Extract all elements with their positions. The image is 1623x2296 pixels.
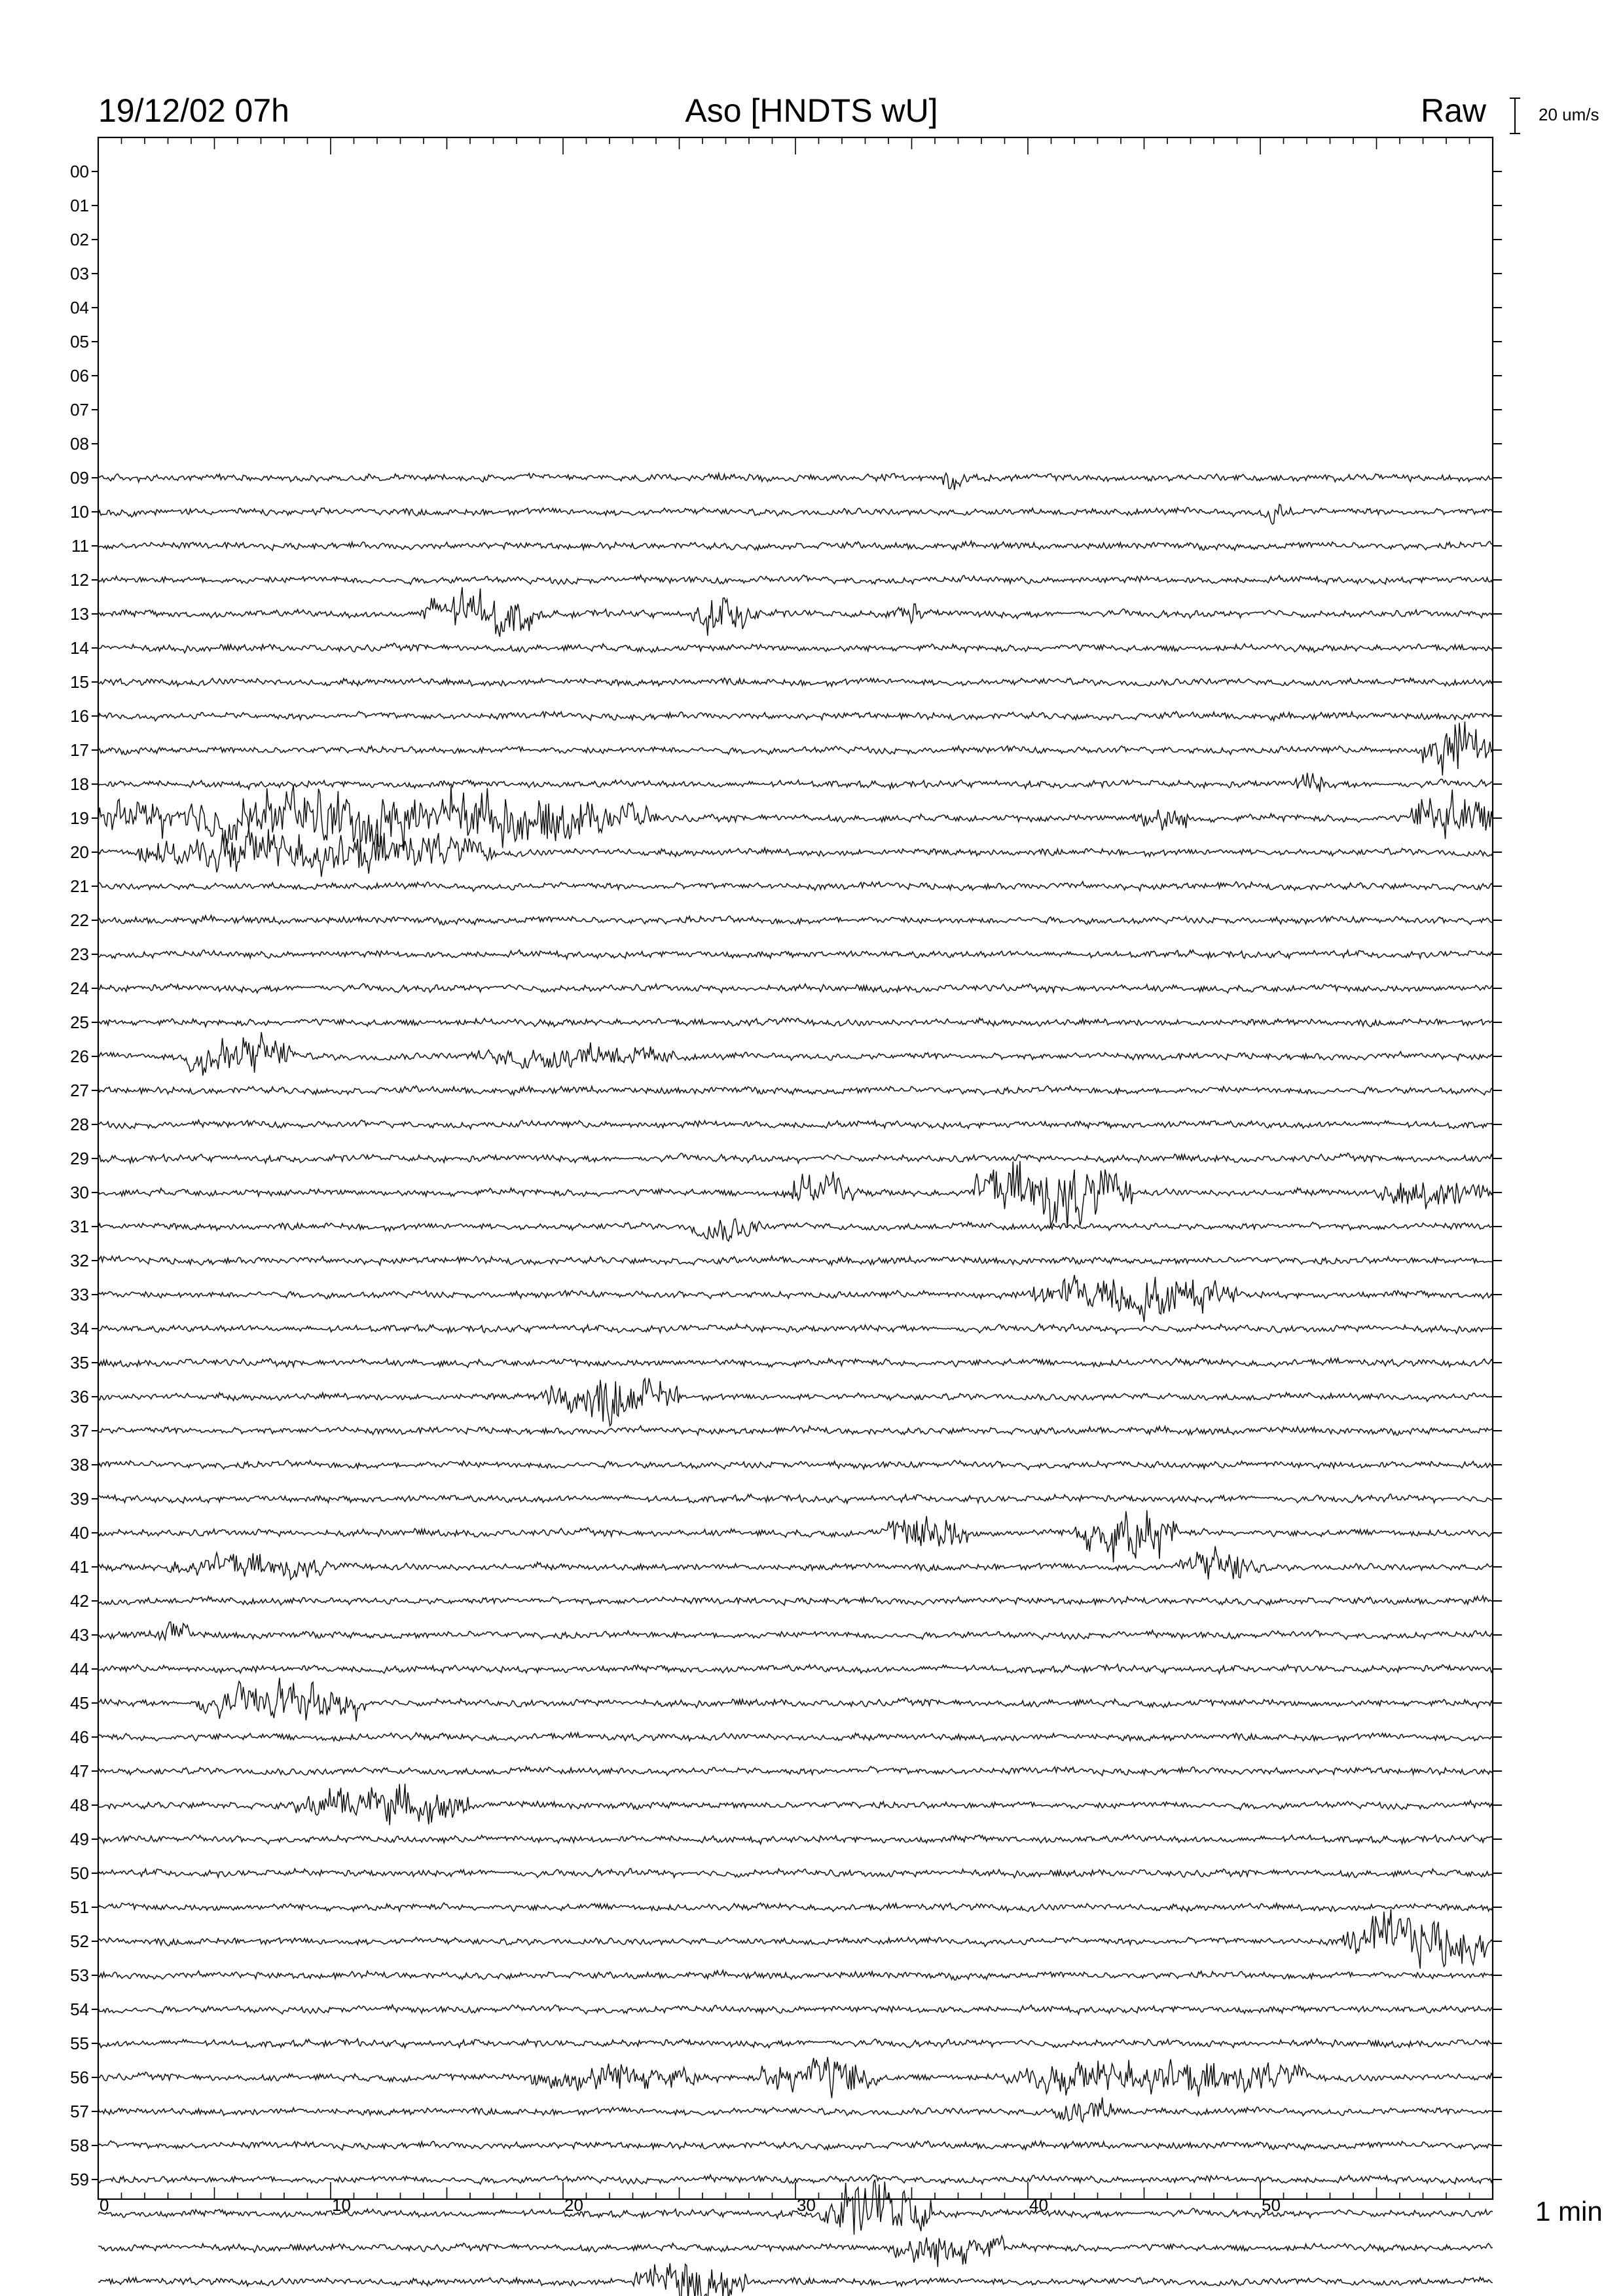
y-tick-label: 17 xyxy=(70,740,89,760)
seismic-trace xyxy=(98,1970,1493,1980)
seismic-trace xyxy=(98,1835,1493,1844)
amplitude-scale-label: 20 um/s xyxy=(1539,105,1599,124)
seismic-trace xyxy=(98,2141,1493,2150)
seismic-trace xyxy=(98,1903,1493,1911)
y-tick-label: 15 xyxy=(70,672,89,692)
seismic-trace xyxy=(98,1018,1493,1026)
seismic-trace xyxy=(98,2236,1493,2267)
y-tick-label: 26 xyxy=(70,1047,89,1066)
x-tick-group xyxy=(98,137,1493,2215)
trace-group xyxy=(98,473,1493,2296)
y-tick-label: 22 xyxy=(70,910,89,930)
y-tick-label: 29 xyxy=(70,1149,89,1168)
seismic-trace xyxy=(98,950,1493,959)
seismic-trace xyxy=(98,2097,1493,2122)
y-tick-label: 51 xyxy=(70,1897,89,1917)
seismic-trace xyxy=(98,773,1493,792)
seismic-trace xyxy=(98,1546,1493,1579)
y-tick-label: 05 xyxy=(70,332,89,351)
y-tick-label: 30 xyxy=(70,1183,89,1202)
seismic-trace xyxy=(98,2039,1493,2048)
y-tick-label: 41 xyxy=(70,1557,89,1577)
y-tick-label: 55 xyxy=(70,2034,89,2053)
y-tick-label: 44 xyxy=(70,1659,89,1679)
y-tick-label: 34 xyxy=(70,1319,89,1338)
seismic-trace xyxy=(98,721,1493,775)
seismic-trace xyxy=(98,711,1493,721)
seismic-trace xyxy=(98,828,1493,877)
seismic-trace xyxy=(98,1358,1493,1367)
seismic-trace xyxy=(98,541,1493,550)
y-tick-label: 49 xyxy=(70,1829,89,1849)
y-tick-label: 04 xyxy=(70,298,89,317)
y-tick-label: 42 xyxy=(70,1591,89,1611)
seismic-trace xyxy=(98,1767,1493,1776)
seismic-trace xyxy=(98,2005,1493,2014)
y-tick-label: 39 xyxy=(70,1489,89,1509)
seismic-trace xyxy=(98,1869,1493,1878)
record-date-hour: 19/12/02 07h xyxy=(98,92,289,129)
y-tick-label: 11 xyxy=(71,536,89,556)
y-tick-label: 36 xyxy=(70,1387,89,1407)
station-title: Aso [HNDTS wU] xyxy=(685,92,938,129)
seismic-trace xyxy=(98,1275,1493,1322)
y-tick-group xyxy=(70,162,1502,2189)
y-tick-label: 12 xyxy=(70,570,89,590)
seismic-trace xyxy=(98,916,1493,925)
y-tick-label: 38 xyxy=(70,1455,89,1475)
y-tick-label: 02 xyxy=(70,230,89,249)
seismic-trace xyxy=(98,643,1493,653)
seismic-trace xyxy=(98,984,1493,993)
seismic-trace xyxy=(98,2057,1493,2098)
y-tick-label: 54 xyxy=(70,2000,89,2019)
y-tick-label: 37 xyxy=(70,1421,89,1441)
seismic-trace xyxy=(98,1494,1493,1503)
seismic-trace xyxy=(98,678,1493,687)
seismic-trace xyxy=(98,1510,1493,1562)
seismic-trace xyxy=(98,1219,1493,1241)
y-tick-label: 32 xyxy=(70,1251,89,1270)
y-tick-label: 23 xyxy=(70,944,89,964)
seismic-trace xyxy=(98,1664,1493,1674)
x-tick-label: 0 xyxy=(100,2195,109,2215)
seismic-trace xyxy=(98,473,1493,490)
y-tick-label: 25 xyxy=(70,1013,89,1032)
y-tick-label: 01 xyxy=(70,196,89,215)
y-tick-label: 06 xyxy=(70,366,89,386)
seismic-trace xyxy=(98,882,1493,891)
y-tick-label: 07 xyxy=(70,400,89,420)
display-mode: Raw xyxy=(1421,92,1487,129)
x-tick-label: 20 xyxy=(564,2195,583,2215)
y-tick-label: 13 xyxy=(70,604,89,624)
x-tick-label: 30 xyxy=(797,2195,816,2215)
y-tick-label: 00 xyxy=(70,162,89,181)
seismic-trace xyxy=(98,1784,1493,1825)
seismic-trace xyxy=(98,1622,1493,1640)
y-tick-label: 20 xyxy=(70,842,89,862)
plot-frame xyxy=(98,137,1493,2199)
seismic-trace xyxy=(98,1426,1493,1435)
seismic-trace xyxy=(98,1378,1493,1426)
seismic-trace xyxy=(98,1161,1493,1228)
seismic-trace xyxy=(98,1732,1493,1741)
time-axis-unit: 1 min xyxy=(1535,2196,1603,2227)
y-tick-label: 59 xyxy=(70,2170,89,2189)
seismic-trace xyxy=(98,1256,1493,1265)
seismic-trace xyxy=(98,505,1493,524)
y-tick-label: 48 xyxy=(70,1795,89,1815)
y-tick-label: 57 xyxy=(70,2102,89,2121)
y-tick-label: 10 xyxy=(70,502,89,522)
y-tick-label: 09 xyxy=(70,468,89,488)
y-tick-label: 58 xyxy=(70,2136,89,2155)
seismic-trace xyxy=(98,1324,1493,1334)
y-tick-label: 40 xyxy=(70,1523,89,1543)
y-tick-label: 14 xyxy=(70,638,89,658)
seismic-trace xyxy=(98,575,1493,584)
y-tick-label: 47 xyxy=(70,1761,89,1781)
y-tick-label: 28 xyxy=(70,1115,89,1134)
y-tick-label: 50 xyxy=(70,1863,89,1883)
seismic-trace xyxy=(98,785,1493,850)
y-tick-label: 21 xyxy=(70,876,89,896)
y-tick-label: 18 xyxy=(70,774,89,794)
y-tick-label: 31 xyxy=(70,1217,89,1236)
seismic-trace xyxy=(98,1120,1493,1129)
y-tick-label: 46 xyxy=(70,1727,89,1747)
y-tick-label: 45 xyxy=(70,1693,89,1713)
y-tick-label: 52 xyxy=(70,1931,89,1951)
x-tick-label: 10 xyxy=(332,2195,351,2215)
y-tick-label: 08 xyxy=(70,434,89,454)
seismic-trace xyxy=(98,1086,1493,1095)
x-tick-label: 40 xyxy=(1029,2195,1048,2215)
seismic-trace xyxy=(98,1596,1493,1605)
y-tick-label: 53 xyxy=(70,1965,89,1985)
y-tick-label: 03 xyxy=(70,264,89,283)
seismic-trace xyxy=(98,1460,1493,1469)
y-tick-label: 16 xyxy=(70,706,89,726)
y-tick-label: 24 xyxy=(70,978,89,998)
seismic-trace xyxy=(98,587,1493,637)
y-tick-label: 56 xyxy=(70,2068,89,2087)
x-tick-label: 50 xyxy=(1262,2195,1281,2215)
seismic-trace xyxy=(98,1032,1493,1076)
seismic-trace xyxy=(98,1153,1493,1163)
y-tick-label: 33 xyxy=(70,1285,89,1304)
y-tick-label: 19 xyxy=(70,808,89,828)
y-tick-label: 27 xyxy=(70,1081,89,1100)
y-tick-label: 43 xyxy=(70,1625,89,1645)
y-tick-label: 35 xyxy=(70,1353,89,1372)
seismic-trace xyxy=(98,1909,1493,1969)
seismic-trace xyxy=(98,2263,1493,2296)
seismic-trace xyxy=(98,1677,1493,1721)
